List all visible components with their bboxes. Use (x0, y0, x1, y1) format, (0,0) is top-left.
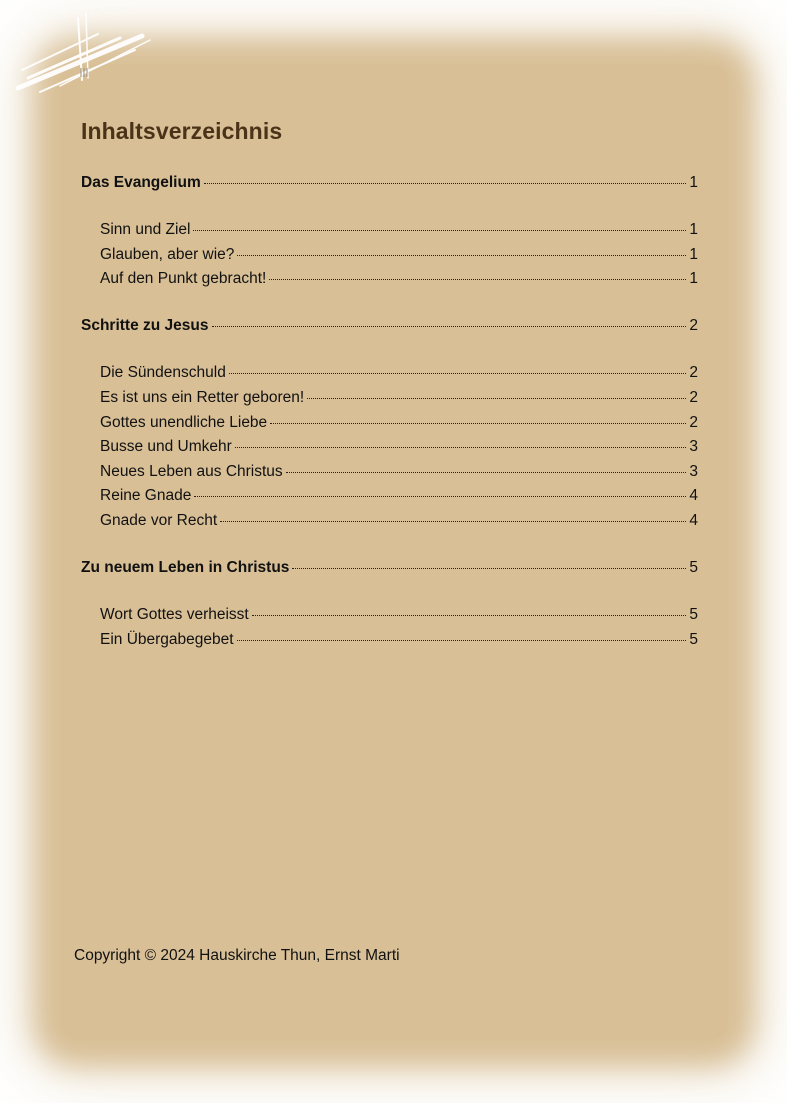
toc-entry-page-number: 1 (689, 221, 698, 239)
toc-dot-leader (286, 472, 687, 473)
toc-entry-page-number: 5 (689, 630, 698, 648)
toc-entry-page-number: 1 (689, 174, 698, 191)
toc-entry-page-number: 4 (689, 487, 698, 505)
toc-entry-page-number: 3 (689, 438, 698, 456)
toc-dot-leader (235, 447, 687, 448)
toc-dot-leader (193, 230, 686, 231)
toc-entry[interactable] (81, 631, 698, 656)
copyright-notice: Copyright © 2024 Hauskirche Thun, Ernst Marti (74, 947, 400, 964)
toc-entry[interactable] (81, 389, 698, 414)
toc-entry-page-number: 2 (689, 364, 698, 382)
toc-dot-leader (229, 373, 687, 374)
toc-entry-page-number: 2 (689, 389, 698, 407)
toc-entry-label: Busse und Umkehr (100, 438, 232, 456)
toc-entry-label: Sinn und Ziel (100, 221, 191, 239)
toc-entry-page-number: 1 (689, 245, 698, 263)
toc-entry-label: Gnade vor Recht (100, 512, 218, 530)
toc-entry-label: Neues Leben aus Christus (100, 462, 283, 480)
toc-dot-leader (252, 615, 687, 616)
toc-entry-label: Wort Gottes verheisst (100, 606, 249, 624)
toc-entry-label: Ein Übergabegebet (100, 630, 234, 648)
toc-entry[interactable] (81, 438, 698, 463)
toc-dot-leader (270, 423, 686, 424)
toc-entry-label: Es ist uns ein Retter geboren! (100, 389, 305, 407)
toc-entry[interactable] (81, 364, 698, 389)
toc-entry-page-number: 5 (689, 559, 698, 577)
toc-entry-label: Zu neuem Leben in Christus (81, 559, 290, 577)
toc-dot-leader (212, 326, 687, 327)
toc-entry[interactable] (81, 559, 698, 584)
toc-entry-page-number: 3 (689, 462, 698, 480)
toc-entry[interactable] (81, 463, 698, 488)
table-of-contents (81, 174, 698, 655)
toc-entry-label: Das Evangelium (81, 174, 201, 191)
toc-entry-page-number: 2 (689, 317, 698, 335)
toc-entry-label: Reine Gnade (100, 487, 192, 505)
toc-entry-label: Gottes unendliche Liebe (100, 413, 268, 431)
toc-entry-page-number: 4 (689, 512, 698, 530)
toc-entry-label: Die Sündenschuld (100, 364, 226, 382)
toc-entry-page-number: 1 (689, 270, 698, 288)
toc-entry[interactable] (81, 174, 698, 199)
toc-entry-page-number: 5 (689, 606, 698, 624)
toc-dot-leader (307, 398, 686, 399)
toc-dot-leader (194, 496, 686, 497)
toc-dot-leader (292, 568, 686, 569)
toc-entry-label: Glauben, aber wie? (100, 245, 235, 263)
toc-entry[interactable] (81, 606, 698, 631)
brush-stroke-decoration (0, 0, 160, 110)
toc-entry[interactable] (81, 317, 698, 342)
toc-entry-label: Schritte zu Jesus (81, 317, 209, 335)
toc-entry-page-number: 2 (689, 413, 698, 431)
toc-entry[interactable] (81, 512, 698, 537)
toc-entry[interactable] (81, 270, 698, 295)
toc-dot-leader (204, 183, 687, 184)
toc-entry[interactable] (81, 414, 698, 439)
toc-entry[interactable] (81, 487, 698, 512)
toc-entry[interactable] (81, 246, 698, 271)
toc-title: Inhaltsverzeichnis (81, 118, 283, 144)
toc-dot-leader (220, 521, 686, 522)
toc-dot-leader (237, 255, 686, 256)
toc-dot-leader (269, 279, 686, 280)
toc-entry-label: Auf den Punkt gebracht! (100, 270, 267, 288)
toc-dot-leader (237, 640, 687, 641)
toc-entry[interactable] (81, 221, 698, 246)
